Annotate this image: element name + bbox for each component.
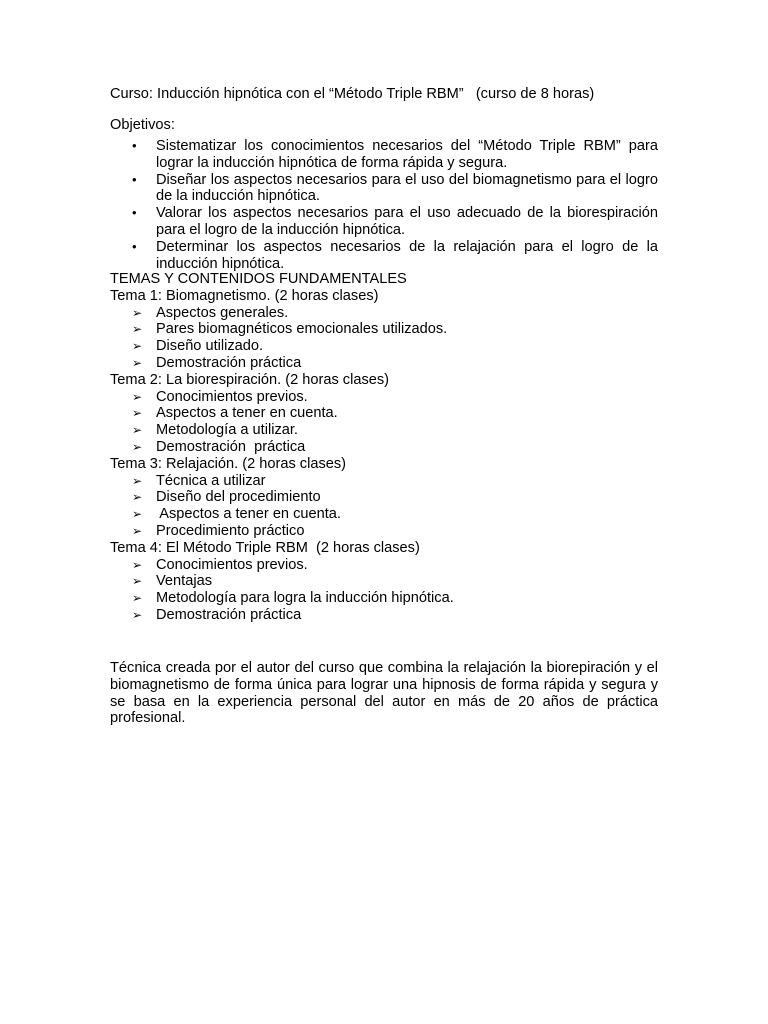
arrow-bullet-icon: ➢ [132,473,143,488]
objetivos-label: Objetivos: [110,117,175,133]
list-item [110,607,658,624]
list-item [110,557,658,574]
list-item [110,422,658,439]
list-item [110,523,658,540]
list-item [110,473,658,490]
list-item-text: Demostración práctica [156,438,306,455]
tema-3-items [110,473,658,540]
list-item [110,573,658,590]
contenidos-section [110,271,658,624]
list-item-text: Técnica a utilizar [156,472,266,489]
list-item-text: Procedimiento práctico [156,522,305,539]
arrow-bullet-icon: ➢ [132,406,143,421]
list-item-text: Demostración práctica [156,606,302,623]
list-item-text: Metodología a utilizar. [156,422,298,439]
arrow-bullet-icon: ➢ [132,591,143,606]
list-item-text: Aspectos generales. [156,304,289,321]
objetivo-item [110,239,658,273]
arrow-bullet-icon: ➢ [132,490,143,505]
tema-2-items [110,389,658,456]
list-item-text: Demostración práctica [156,354,302,371]
arrow-bullet-icon: ➢ [132,305,143,320]
arrow-bullet-icon: ➢ [132,557,143,572]
list-item-text: Ventajas [156,573,212,590]
list-item-text: Conocimientos previos. [156,556,308,573]
objetivo-text: Determinar los aspectos necesarios de la relajación para el logro de la inducción hipnótica. [156,238,658,272]
arrow-bullet-icon: ➢ [132,439,143,454]
list-item-text: Metodología para logra la inducción hipnótica. [156,590,454,607]
tema-3-heading: Tema 3: Relajación. (2 horas clases) [110,455,347,472]
objetivo-item [110,172,658,206]
list-item [110,338,658,355]
list-item [110,355,658,372]
tema-4-heading: Tema 4: El Método Triple RBM (2 horas clases) [110,539,420,556]
tema-1-items [110,305,658,372]
list-item-text: Conocimientos previos. [156,388,308,405]
objetivo-item [110,205,658,239]
bullet-icon: • [132,238,137,254]
tema-1-heading: Tema 1: Biomagnetismo. (2 horas clases) [110,287,379,304]
list-item [110,405,658,422]
list-item [110,321,658,338]
course-title: Curso: Inducción hipnótica con el “Método Triple RBM” (curso de 8 horas) [110,86,595,102]
arrow-bullet-icon: ➢ [132,607,143,622]
objetivos-list [110,138,658,272]
arrow-bullet-icon: ➢ [132,507,143,522]
list-item-text: Pares biomagnéticos emocionales utilizados. [156,321,448,338]
tema-2-heading: Tema 2: La biorespiración. (2 horas clases) [110,371,390,388]
arrow-bullet-icon: ➢ [132,339,143,354]
list-item-text: Diseño utilizado. [156,338,264,355]
bullet-icon: • [132,205,137,221]
objetivo-text: Valorar los aspectos necesarios para el uso adecuado de la biorespiración para el logro de la inducción hipnótica. [156,205,658,238]
list-item [110,506,658,523]
list-item [110,389,658,406]
arrow-bullet-icon: ➢ [132,355,143,370]
closing-paragraph: Técnica creada por el autor del curso que combina la relajación la biorepiración y el biomagnetismo de forma única para lograr una hipnosis de forma rápida y segura y se basa en la experiencia personal del autor en más de 20 años de práctica profesional. [110,660,671,727]
list-item-text: Aspectos a tener en cuenta. [156,405,338,422]
list-item [110,590,658,607]
list-item [110,439,658,456]
list-item [110,489,658,506]
bullet-icon: • [132,138,137,153]
bullet-icon: • [132,171,137,187]
arrow-bullet-icon: ➢ [132,523,143,538]
arrow-bullet-icon: ➢ [132,389,143,404]
tema-4-items [110,557,658,624]
arrow-bullet-icon: ➢ [132,423,143,438]
arrow-bullet-icon: ➢ [132,574,143,589]
list-item-text: Diseño del procedimiento [156,489,321,506]
objetivo-item [110,138,658,172]
arrow-bullet-icon: ➢ [132,322,143,337]
list-item-text: Aspectos a tener en cuenta. [156,506,341,523]
objetivo-text: Sistematizar los conocimientos necesarios del “Método Triple RBM” para lograr la inducción hipnótica de forma rápida y segura. [156,138,658,171]
objetivo-text: Diseñar los aspectos necesarios para el uso del biomagnetismo para el logro de la inducción hipnótica. [156,171,658,205]
contenidos-heading: TEMAS Y CONTENIDOS FUNDAMENTALES [110,271,407,287]
list-item [110,305,658,322]
